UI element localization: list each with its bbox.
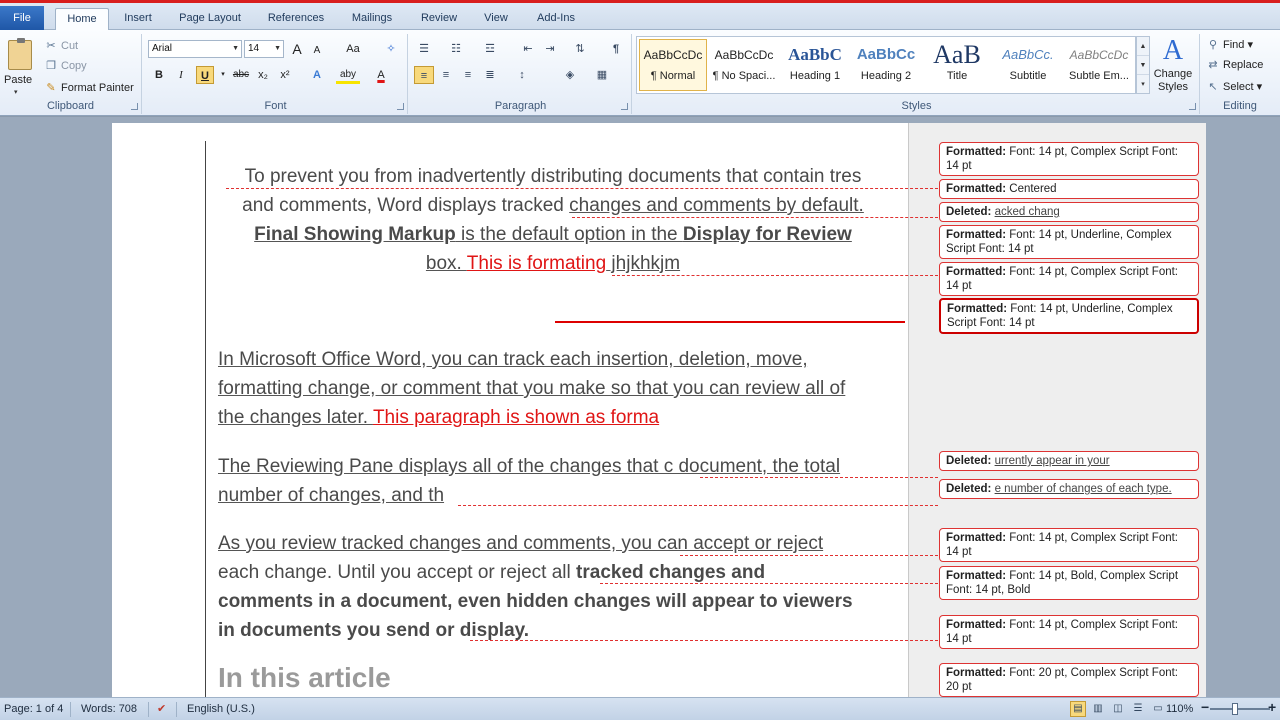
- clear-formatting-icon[interactable]: ✧: [386, 43, 396, 55]
- style-no-spacing[interactable]: AaBbCcDc ¶ No Spaci...: [712, 48, 776, 82]
- increase-indent-icon[interactable]: ⇥: [545, 43, 555, 55]
- font-name-select[interactable]: Arial ▼: [148, 40, 242, 58]
- ribbon: [0, 30, 1280, 116]
- zoom-slider-track[interactable]: [1210, 708, 1270, 710]
- italic-button[interactable]: I: [179, 69, 183, 81]
- style-heading-1[interactable]: AaBbC Heading 1: [788, 45, 842, 82]
- proofing-icon[interactable]: ✔: [148, 702, 166, 717]
- style-title[interactable]: AaB Title: [933, 40, 981, 82]
- revision-balloon-deleted[interactable]: Deleted: urrently appear in your: [939, 451, 1199, 471]
- binoculars-icon: ⚲: [1208, 39, 1218, 51]
- tab-home[interactable]: Home: [55, 8, 109, 31]
- clipboard-launcher-icon[interactable]: [131, 103, 138, 110]
- balloon-leader-line: [600, 583, 938, 584]
- cut-button[interactable]: ✂ Cut: [44, 37, 78, 55]
- underline-button[interactable]: U: [196, 66, 214, 84]
- balloon-leader-line-selected: [555, 321, 905, 323]
- copy-icon: ❐: [46, 60, 56, 72]
- paragraph-launcher-icon[interactable]: [621, 103, 628, 110]
- print-layout-view-icon[interactable]: ▤: [1070, 701, 1086, 717]
- sort-icon[interactable]: ⇅: [575, 43, 585, 55]
- outline-view-icon[interactable]: ☰: [1133, 703, 1143, 714]
- revision-balloon[interactable]: Formatted: Font: 14 pt, Complex Script Font: 14 pt: [939, 262, 1199, 296]
- tab-view[interactable]: View: [484, 12, 508, 24]
- section-heading[interactable]: In this article: [218, 662, 391, 693]
- bold-button[interactable]: B: [155, 69, 163, 81]
- underline-dropdown-icon[interactable]: ▾: [221, 71, 225, 78]
- word-count[interactable]: Words: 708: [70, 702, 137, 717]
- more-styles-icon[interactable]: ▾: [1141, 81, 1145, 88]
- revision-balloon[interactable]: Formatted: Centered: [939, 179, 1199, 199]
- decrease-indent-icon[interactable]: ⇤: [523, 43, 533, 55]
- tab-insert[interactable]: Insert: [124, 12, 152, 24]
- font-group-label: Font: [264, 100, 287, 112]
- style-heading-2[interactable]: AaBbCc Heading 2: [856, 46, 916, 82]
- styles-launcher-icon[interactable]: [1189, 103, 1196, 110]
- numbering-icon[interactable]: ☷: [451, 43, 461, 55]
- clipboard-group: [0, 34, 142, 114]
- style-subtle-emphasis[interactable]: AaBbCcDc Subtle Em...: [1069, 48, 1129, 82]
- paragraph-group: [410, 34, 632, 114]
- paintbrush-icon: ✎: [46, 82, 56, 94]
- style-normal[interactable]: AaBbCcDc ¶ Normal: [639, 39, 707, 91]
- text-effects-button[interactable]: A: [313, 69, 321, 81]
- scroll-down-icon[interactable]: ▼: [1137, 56, 1149, 75]
- balloon-leader-line: [700, 477, 938, 478]
- balloon-leader-line: [612, 275, 938, 276]
- revision-balloon[interactable]: Formatted: Font: 20 pt, Complex Script Font: 20 pt: [939, 663, 1199, 697]
- tab-review[interactable]: Review: [420, 12, 458, 24]
- tab-page-layout[interactable]: Page Layout: [179, 12, 241, 24]
- superscript-button[interactable]: x²: [280, 69, 290, 81]
- revision-balloon[interactable]: Formatted: Font: 14 pt, Bold, Complex Script Font: 14 pt, Bold: [939, 566, 1199, 600]
- font-launcher-icon[interactable]: [397, 103, 404, 110]
- bullets-icon[interactable]: ☰: [419, 43, 429, 55]
- paragraph-group-label: Paragraph: [494, 100, 547, 112]
- strikethrough-button[interactable]: abc: [232, 69, 250, 80]
- tab-file[interactable]: File: [0, 6, 44, 30]
- change-bar: [205, 141, 206, 697]
- highlight-button[interactable]: aby: [336, 66, 360, 84]
- show-formatting-button[interactable]: ¶: [612, 43, 620, 55]
- balloon-leader-line: [458, 505, 938, 506]
- shrink-font-button[interactable]: A: [313, 45, 321, 56]
- font-size-select[interactable]: 14 ▼: [244, 40, 284, 58]
- line-spacing-icon[interactable]: ↕: [519, 69, 525, 81]
- select-button[interactable]: ↖ Select ▾: [1206, 78, 1262, 96]
- zoom-slider-thumb[interactable]: [1232, 703, 1238, 715]
- full-screen-reading-icon[interactable]: ▥: [1093, 703, 1103, 714]
- editing-group-label: Editing: [1223, 100, 1257, 112]
- revision-balloon[interactable]: Formatted: Font: 14 pt, Complex Script Font: 14 pt: [939, 615, 1199, 649]
- change-styles-button[interactable]: A Change Styles: [1150, 34, 1196, 104]
- align-center-button[interactable]: ≡: [442, 69, 450, 81]
- zoom-out-button[interactable]: −: [1201, 699, 1210, 715]
- revision-balloon-deleted[interactable]: Deleted: acked chang: [939, 202, 1199, 222]
- tab-references[interactable]: References: [267, 12, 325, 24]
- styles-group-label: Styles: [901, 100, 932, 112]
- replace-icon: ⇄: [1208, 59, 1218, 71]
- align-left-button[interactable]: ≡: [414, 66, 434, 84]
- shading-icon[interactable]: ◈: [565, 69, 575, 81]
- balloon-leader-line: [572, 217, 938, 218]
- scissors-icon: ✂: [46, 40, 56, 52]
- balloon-leader-line: [226, 188, 938, 189]
- font-group: [144, 34, 408, 114]
- draft-view-icon[interactable]: ▭: [1153, 703, 1163, 714]
- align-right-button[interactable]: ≡: [464, 69, 472, 81]
- revision-balloon-deleted[interactable]: Deleted: e number of changes of each type.: [939, 479, 1199, 499]
- chevron-down-icon: ▼: [232, 45, 239, 52]
- balloon-leader-line: [680, 555, 938, 556]
- balloon-leader-line: [470, 640, 938, 641]
- scroll-up-icon[interactable]: ▲: [1137, 37, 1149, 56]
- change-styles-icon: A: [1162, 35, 1184, 66]
- paragraph-4[interactable]: As you review tracked changes and comments, you can accept or reject each change. Until you accept or reject all tracked changes and comments in a document, even hidden changes will appear to viewers in documents you send or display.: [218, 533, 853, 641]
- page-count[interactable]: Page: 1 of 4: [4, 703, 64, 715]
- editing-group: [1202, 34, 1278, 114]
- revision-balloon-selected[interactable]: Formatted: Font: 14 pt, Underline, Complex Script Font: 14 pt: [939, 298, 1199, 334]
- borders-icon[interactable]: ▦: [596, 69, 608, 81]
- paste-icon[interactable]: [8, 40, 32, 70]
- revision-balloon[interactable]: Formatted: Font: 14 pt, Complex Script Font: 14 pt: [939, 142, 1199, 176]
- change-case-button[interactable]: Aa: [346, 43, 360, 55]
- styles-gallery-scroll[interactable]: [1136, 36, 1150, 94]
- paragraph-2[interactable]: In Microsoft Office Word, you can track each insertion, deletion, move, formatting change, or comment that you make so that you can review all of the changes later. This paragraph is shown as forma: [218, 349, 846, 428]
- style-subtitle[interactable]: AaBbCc. Subtitle: [1002, 47, 1054, 82]
- web-layout-icon[interactable]: ◫: [1113, 703, 1123, 714]
- ribbon-tab-bar: [0, 3, 1280, 30]
- tab-mailings[interactable]: Mailings: [351, 12, 393, 24]
- justify-button[interactable]: ≣: [485, 69, 495, 81]
- font-color-button[interactable]: A: [377, 69, 385, 81]
- subscript-button[interactable]: x₂: [258, 69, 268, 81]
- styles-gallery: [636, 36, 1136, 94]
- grow-font-button[interactable]: A: [292, 41, 302, 57]
- paste-dropdown-icon[interactable]: ▾: [14, 89, 18, 96]
- format-painter-button[interactable]: ✎ Format Painter: [44, 79, 134, 97]
- find-button[interactable]: ⚲ Find ▾: [1206, 36, 1253, 54]
- paste-button[interactable]: Paste: [4, 74, 33, 86]
- revision-balloon[interactable]: Formatted: Font: 14 pt, Complex Script Font: 14 pt: [939, 528, 1199, 562]
- chevron-down-icon: ▼: [274, 45, 281, 52]
- revision-balloon[interactable]: Formatted: Font: 14 pt, Underline, Complex Script Font: 14 pt: [939, 225, 1199, 259]
- cursor-icon: ↖: [1208, 81, 1218, 93]
- zoom-in-button[interactable]: +: [1268, 699, 1277, 715]
- zoom-level[interactable]: 110%: [1166, 703, 1194, 715]
- language-indicator[interactable]: English (U.S.): [176, 702, 255, 717]
- tab-add-ins[interactable]: Add-Ins: [537, 12, 575, 24]
- clipboard-group-label: Clipboard: [46, 100, 95, 112]
- status-bar: [0, 697, 1280, 720]
- copy-button[interactable]: ❐ Copy: [44, 57, 87, 75]
- paragraph-1[interactable]: To prevent you from inadvertently distributing documents that contain tres and comments, Word displays tracked changes and comments by default. Final Showing Markup is the default option in the Display for Review box. This is formating jhjkhkjm: [242, 166, 864, 274]
- replace-button[interactable]: ⇄ Replace: [1206, 56, 1263, 74]
- paragraph-3[interactable]: The Reviewing Pane displays all of the changes that c document, the total number of changes, and th: [218, 456, 841, 506]
- multilevel-list-icon[interactable]: ☲: [485, 43, 495, 55]
